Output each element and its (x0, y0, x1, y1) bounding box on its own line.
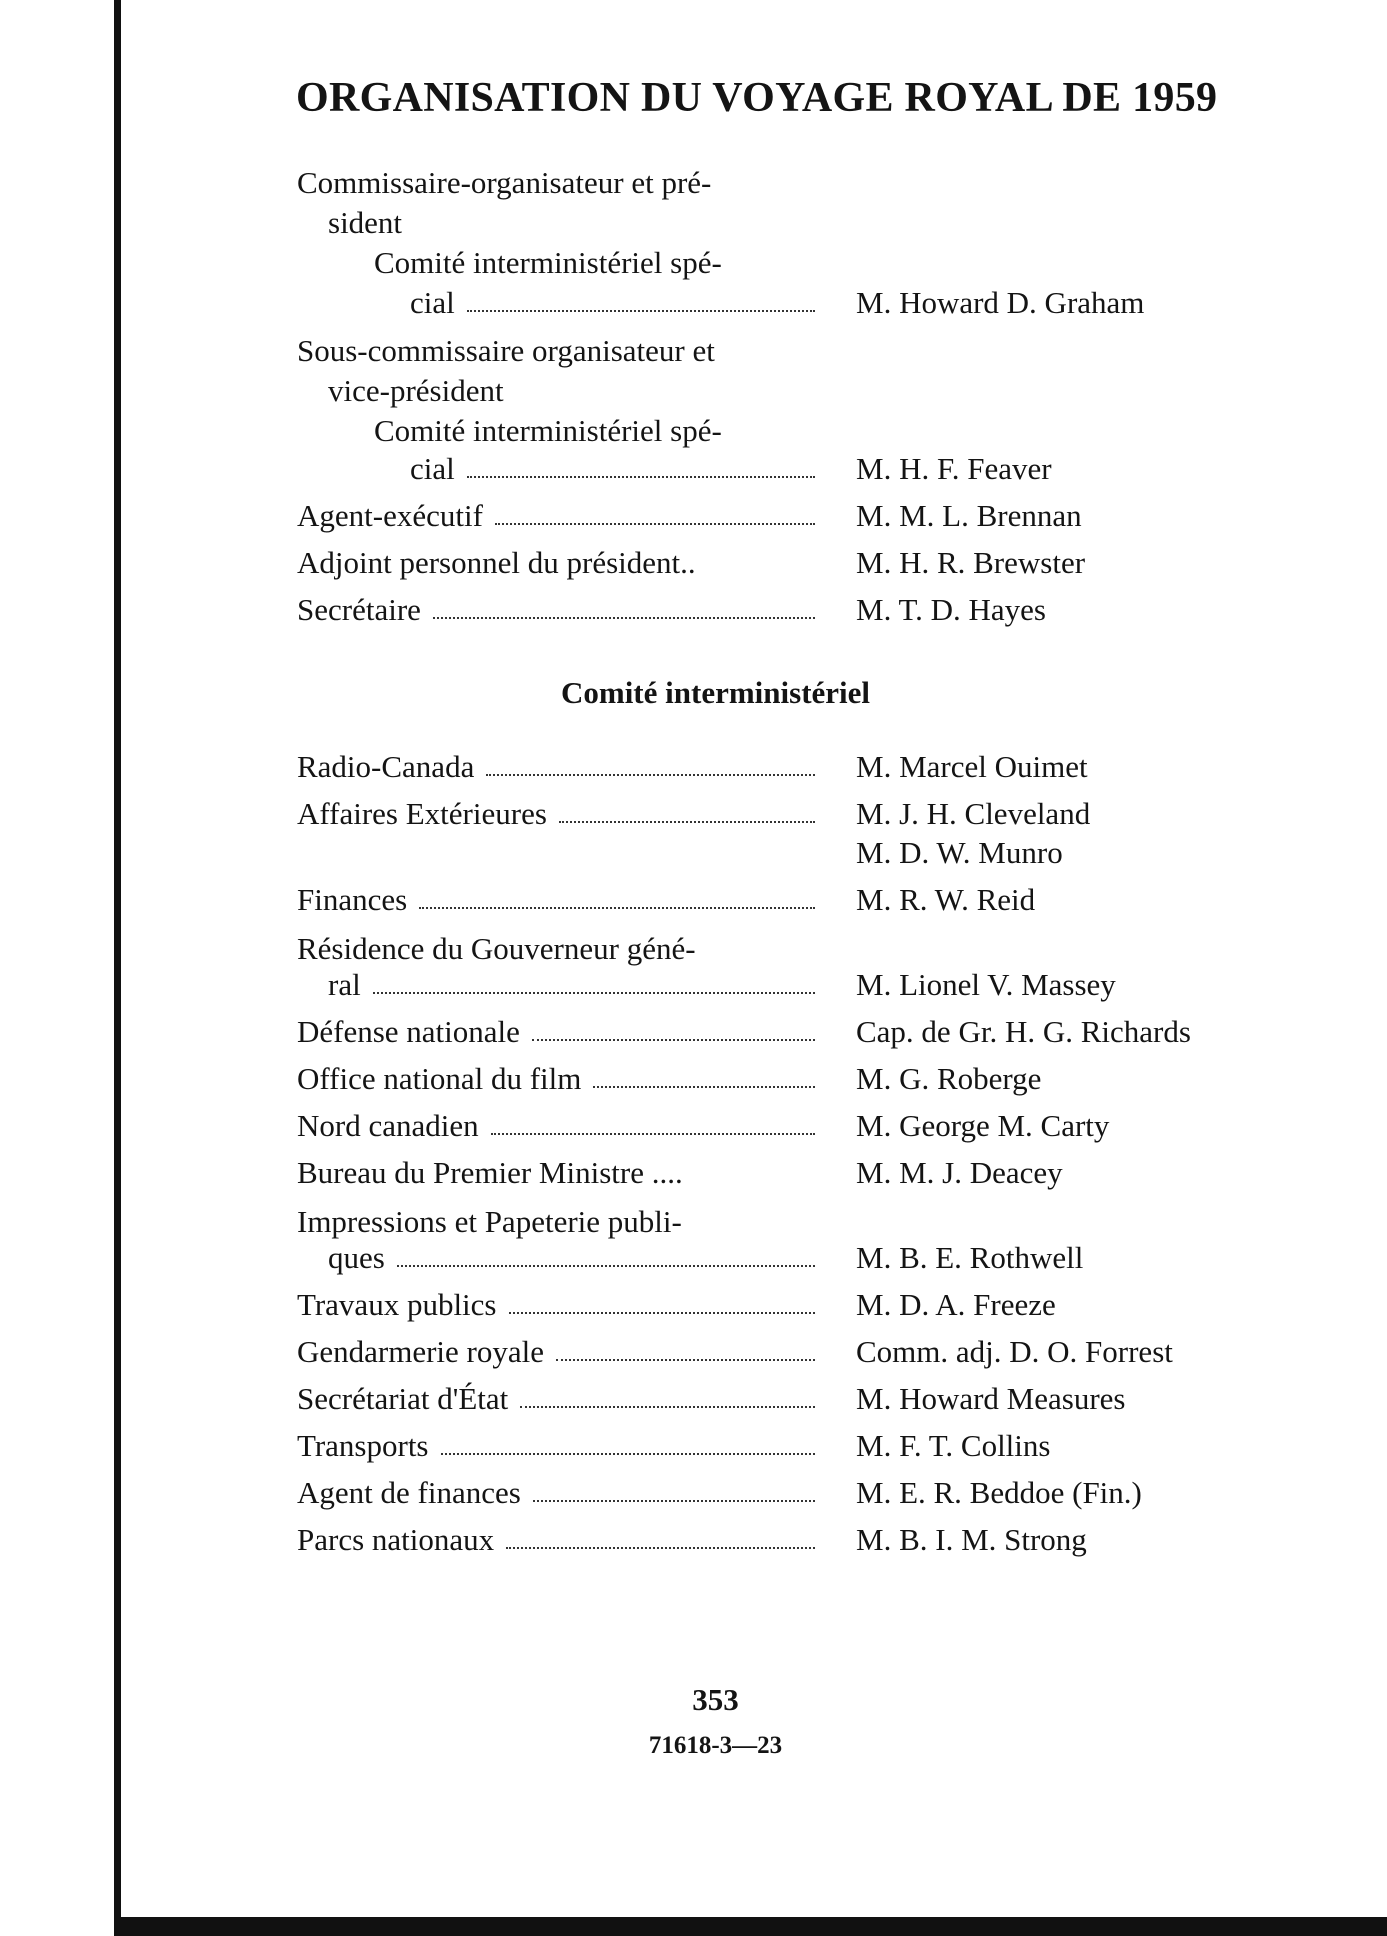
leader-dots (509, 1312, 816, 1314)
leader-dots (593, 1086, 815, 1088)
member-row: Secrétariat d'État M. Howard Measures (0, 1379, 1387, 1419)
officer-label-line: Comité interministériel spé- (374, 245, 722, 280)
member-row-continuation (0, 833, 1387, 873)
member-name: M. George M. Carty (856, 1108, 1110, 1143)
member-row: Bureau du Premier Ministre .... M. M. J. Deacey (0, 1153, 1387, 1193)
leader-dots (556, 1359, 815, 1361)
member-label-line: Impressions et Papeterie publi- (297, 1204, 682, 1239)
officer-row: cial M. Howard D. Graham (0, 283, 1387, 323)
page-number: 353 (692, 1682, 739, 1717)
member-row: Nord canadien M. George M. Carty (0, 1106, 1387, 1146)
member-row: Défense nationale Cap. de Gr. H. G. Richards (0, 1012, 1387, 1052)
print-code: 71618-3—23 (648, 1732, 783, 1759)
member-row: Parcs nationaux M. B. I. M. Strong (0, 1520, 1387, 1560)
member-row: Office national du film M. G. Roberge (0, 1059, 1387, 1099)
leader-dots (491, 1133, 815, 1135)
member-row: Travaux publics M. D. A. Freeze (0, 1285, 1387, 1325)
leader-dots (495, 523, 815, 525)
leader-dots (532, 1039, 815, 1041)
member-name: M. M. J. Deacey (856, 1155, 1063, 1190)
member-row: Gendarmerie royale Comm. adj. D. O. Forrest (0, 1332, 1387, 1372)
leader-dots (441, 1453, 816, 1455)
leader-dots (486, 774, 815, 776)
page-bottom-edge (114, 1917, 1387, 1936)
member-name: M. D. W. Munro (856, 835, 1063, 870)
member-name: M. E. R. Beddoe (Fin.) (856, 1475, 1142, 1510)
officer-name: M. T. D. Hayes (856, 592, 1046, 627)
officer-row: Secrétaire M. T. D. Hayes (0, 590, 1387, 630)
leader-dots (467, 476, 815, 478)
member-name: M. B. E. Rothwell (856, 1240, 1084, 1275)
member-name: Comm. adj. D. O. Forrest (856, 1334, 1173, 1369)
member-row: Agent de finances M. E. R. Beddoe (Fin.) (0, 1473, 1387, 1513)
member-row: ques M. B. E. Rothwell (0, 1238, 1387, 1278)
member-name: M. G. Roberge (856, 1061, 1042, 1096)
member-row: Transports M. F. T. Collins (0, 1426, 1387, 1466)
member-name: M. F. T. Collins (856, 1428, 1051, 1463)
leader-dots (506, 1547, 815, 1549)
leader-dots (433, 617, 815, 619)
leader-dots (559, 821, 815, 823)
member-name: M. Lionel V. Massey (856, 967, 1116, 1002)
committee-heading: Comité interministériel (560, 675, 871, 710)
leader-dots (373, 992, 815, 994)
officer-name: M. H. R. Brewster (856, 545, 1086, 580)
page-title: ORGANISATION DU VOYAGE ROYAL DE 1959 (296, 75, 1218, 121)
officer-row: Adjoint personnel du président.. M. H. R. Brewster (0, 543, 1387, 583)
member-name: M. R. W. Reid (856, 882, 1036, 917)
officer-label-line: Comité interministériel spé- (374, 413, 722, 448)
officer-name: M. H. F. Feaver (856, 451, 1052, 486)
member-label-line: Résidence du Gouverneur géné- (297, 931, 696, 966)
member-name: M. B. I. M. Strong (856, 1522, 1087, 1557)
officer-label-line: vice-président (328, 373, 504, 408)
officer-label-line: sident (328, 205, 403, 240)
member-name: M. D. A. Freeze (856, 1287, 1056, 1322)
member-row: Radio-Canada M. Marcel Ouimet (0, 747, 1387, 787)
member-name: M. Howard Measures (856, 1381, 1126, 1416)
officer-name: M. Howard D. Graham (856, 285, 1145, 320)
leader-dots (533, 1500, 815, 1502)
leader-dots (397, 1265, 815, 1267)
officer-label-line: Commissaire-organisateur et pré- (297, 165, 712, 200)
officer-label-line: Sous-commissaire organisateur et (297, 333, 715, 368)
member-name: Cap. de Gr. H. G. Richards (856, 1014, 1191, 1049)
leader-dots (467, 310, 815, 312)
member-row: ral M. Lionel V. Massey (0, 965, 1387, 1005)
member-row: Finances M. R. W. Reid (0, 880, 1387, 920)
member-row: Affaires Extérieures M. J. H. Cleveland (0, 794, 1387, 834)
officer-row: cial M. H. F. Feaver (0, 449, 1387, 489)
leader-dots (520, 1406, 815, 1408)
member-name: M. Marcel Ouimet (856, 749, 1088, 784)
officer-name: M. M. L. Brennan (856, 498, 1082, 533)
member-name: M. J. H. Cleveland (856, 796, 1091, 831)
officer-row: Agent-exécutif M. M. L. Brennan (0, 496, 1387, 536)
leader-dots (419, 907, 815, 909)
